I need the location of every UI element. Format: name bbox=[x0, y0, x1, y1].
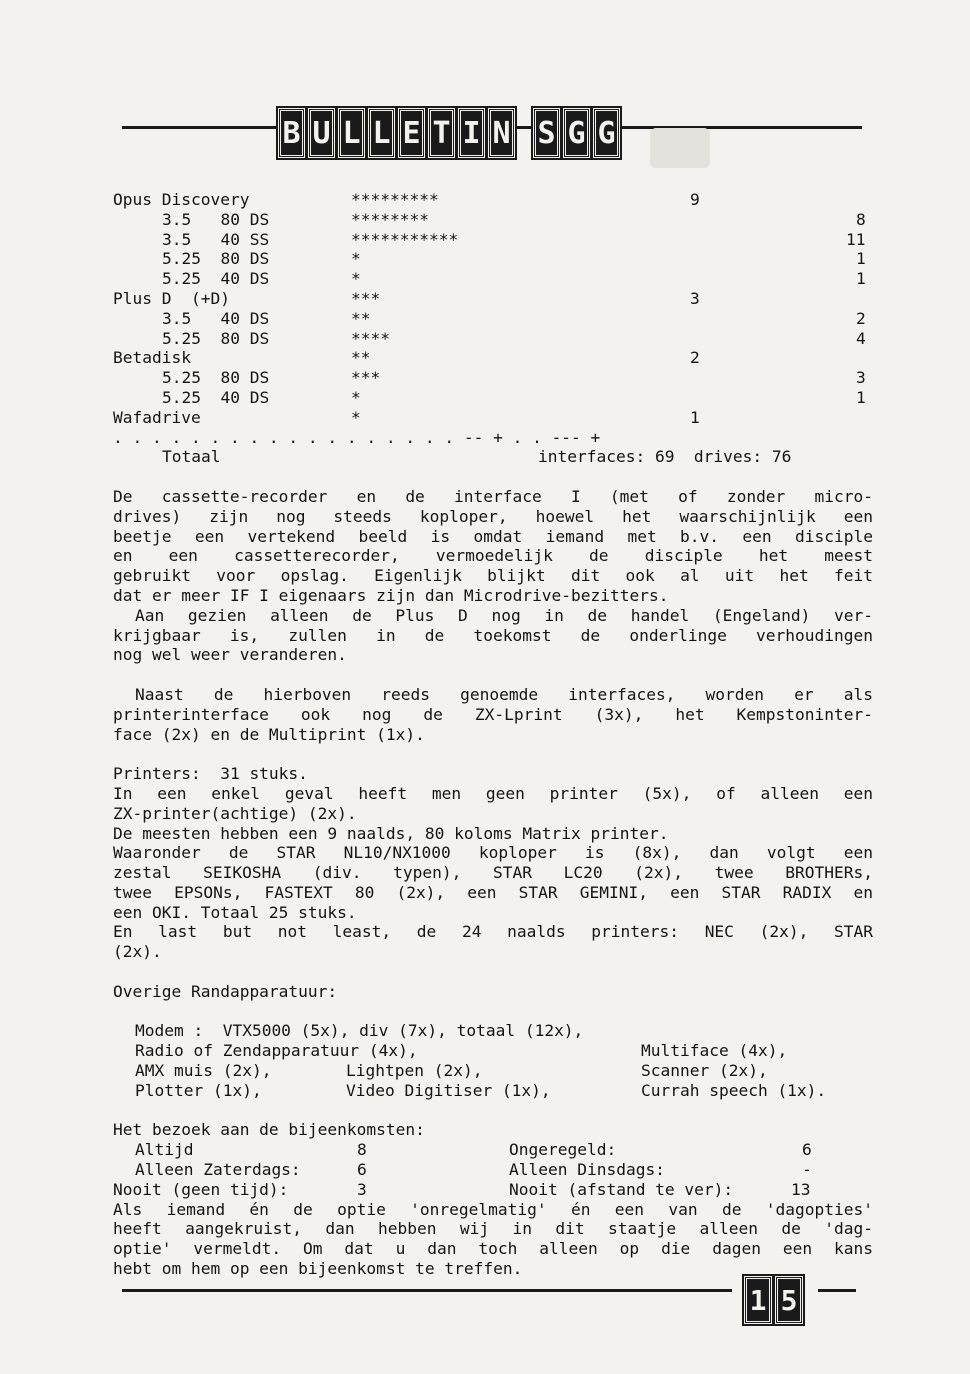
drive-label: 5.25 40 DS bbox=[162, 269, 270, 289]
attendance-row bbox=[113, 1140, 873, 1160]
bleed-through-mark bbox=[650, 128, 710, 168]
text-line: face (2x) en de Multiprint (1x). bbox=[113, 724, 425, 744]
logo-letter: U bbox=[308, 108, 335, 158]
drive-stars: * bbox=[351, 407, 361, 427]
total-value: interfaces: 69 drives: 76 bbox=[538, 447, 792, 467]
drive-count: 8 bbox=[856, 209, 866, 229]
page-content bbox=[113, 190, 873, 1279]
drive-stars: ********* bbox=[351, 190, 439, 209]
drive-count: 1 bbox=[856, 387, 866, 407]
text-line: ZX-printer(achtige) (2x). bbox=[113, 803, 357, 823]
peripherals-row bbox=[113, 1041, 873, 1061]
drive-table-row bbox=[113, 388, 873, 408]
drive-count: 3 bbox=[856, 368, 866, 388]
total-label: Totaal bbox=[162, 447, 221, 467]
attendance-table bbox=[113, 1140, 873, 1199]
drive-table-row bbox=[113, 230, 873, 250]
drive-stars: * bbox=[351, 387, 361, 407]
attendance-value: 13 bbox=[791, 1179, 811, 1199]
peripherals-heading: Overige Randapparatuur: bbox=[113, 981, 338, 1001]
interface-count: 3 bbox=[690, 288, 700, 308]
text-line: heeft aangekruist, dan hebben wij in dit staatje alleen de 'dag- bbox=[113, 1219, 873, 1239]
text-line: hebt om hem op een bijeenkomst te treffen. bbox=[113, 1259, 523, 1279]
peripherals-row bbox=[113, 1081, 873, 1101]
drive-stars: ** bbox=[351, 308, 371, 328]
text-line: In een enkel geval heeft men geen printer (5x), of alleen een bbox=[113, 783, 873, 803]
peripheral-item: Plotter (1x), bbox=[135, 1080, 262, 1100]
interface-count: 1 bbox=[690, 407, 700, 427]
attendance-value: 6 bbox=[357, 1160, 367, 1180]
text-line: twee EPSONs, FASTEXT 80 (2x), een STAR GEMINI, een STAR RADIX en bbox=[113, 882, 873, 902]
drive-stars: ******** bbox=[351, 209, 429, 229]
paragraph-plus-d bbox=[113, 606, 873, 665]
interface-count: 9 bbox=[690, 190, 700, 209]
attendance-value: 3 bbox=[357, 1179, 367, 1199]
drive-stars: *** bbox=[351, 288, 381, 308]
drive-label: 5.25 80 DS bbox=[162, 368, 270, 388]
table-total-row bbox=[113, 447, 873, 467]
drive-label: Wafadrive bbox=[113, 407, 201, 427]
text-line: (2x). bbox=[113, 942, 162, 962]
drive-label: 3.5 80 DS bbox=[162, 209, 270, 229]
paragraph-closing bbox=[113, 1200, 873, 1279]
drive-table-row bbox=[113, 368, 873, 388]
page-number bbox=[744, 1276, 803, 1324]
peripheral-item: Scanner (2x), bbox=[641, 1061, 768, 1081]
drive-count: 1 bbox=[856, 269, 866, 289]
logo-letter: B bbox=[278, 108, 305, 158]
drive-table-row bbox=[113, 408, 873, 428]
text-line: De meesten hebben een 9 naalds, 80 koloms Matrix printer. bbox=[113, 823, 669, 843]
peripherals-row bbox=[113, 1021, 873, 1041]
logo-letter: E bbox=[398, 108, 425, 158]
drive-table-row bbox=[113, 309, 873, 329]
attendance-label: Ongeregeld: bbox=[509, 1140, 617, 1160]
interface-count: 2 bbox=[690, 348, 700, 368]
attendance-value: - bbox=[802, 1160, 812, 1180]
text-line: dat er meer IF I eigenaars zijn dan Microdrive-bezitters. bbox=[113, 585, 669, 605]
text-line: optie' vermeldt. Om dat u dan toch alleen op die dagen een kans bbox=[113, 1239, 873, 1259]
drive-table-row bbox=[113, 269, 873, 289]
drive-label: Plus D (+D) bbox=[113, 288, 230, 308]
page-digit: 5 bbox=[775, 1276, 803, 1324]
logo-letter: L bbox=[368, 108, 395, 158]
text-line: Naast de hierboven reeds genoemde interfaces, worden er als bbox=[135, 684, 873, 704]
text-line: Waaronder de STAR NL10/NX1000 koploper is (8x), dan volgt een bbox=[113, 843, 873, 863]
text-line: een OKI. Totaal 25 stuks. bbox=[113, 902, 357, 922]
logo-letter: L bbox=[338, 108, 365, 158]
drive-label: 5.25 80 DS bbox=[162, 249, 270, 269]
drive-stars: *********** bbox=[351, 229, 459, 249]
peripheral-item: Radio of Zendapparatuur (4x), bbox=[135, 1041, 418, 1061]
drive-count: 11 bbox=[846, 229, 866, 249]
drive-label: Opus Discovery bbox=[113, 190, 250, 209]
peripherals-row bbox=[113, 1061, 873, 1081]
logo-letter: I bbox=[458, 108, 485, 158]
text-line: De cassette-recorder en de interface I (met of zonder micro- bbox=[113, 486, 873, 506]
peripheral-item: AMX muis (2x), bbox=[135, 1061, 272, 1081]
attendance-label: Altijd bbox=[135, 1140, 194, 1160]
paragraph-printer-interfaces bbox=[113, 685, 873, 744]
text-line: gebruikt voor opslag. Eigenlijk blijkt dit ook al uit het feit bbox=[113, 566, 873, 586]
drive-stars: * bbox=[351, 249, 361, 269]
printers-heading: Printers: 31 stuks. bbox=[113, 764, 308, 784]
drive-table-row bbox=[113, 249, 873, 269]
logo-letter: G bbox=[563, 108, 590, 158]
text-line: printerinterface ook nog de ZX-Lprint (3x), het Kempstoninter- bbox=[113, 704, 873, 724]
logo-letter: G bbox=[593, 108, 620, 158]
footer-rule bbox=[122, 1289, 732, 1292]
peripheral-item: Currah speech (1x). bbox=[641, 1080, 827, 1100]
drive-stars: **** bbox=[351, 328, 390, 348]
table-separator bbox=[113, 428, 873, 448]
attendance-heading: Het bezoek aan de bijeenkomsten: bbox=[113, 1120, 425, 1140]
drive-table bbox=[113, 190, 873, 428]
drive-stars: ** bbox=[351, 348, 371, 368]
text-line: Aan gezien alleen de Plus D nog in de handel (Engeland) ver- bbox=[135, 605, 873, 625]
drive-count: 4 bbox=[856, 328, 866, 348]
separator-text: . . . . . . . . . . . . . . . . . . -- + . . --- + bbox=[113, 427, 601, 447]
attendance-value: 8 bbox=[357, 1140, 367, 1160]
peripheral-item: Multiface (4x), bbox=[641, 1041, 788, 1061]
paragraph-cassette bbox=[113, 487, 873, 606]
drive-count: 1 bbox=[856, 249, 866, 269]
drive-table-row bbox=[113, 190, 873, 210]
text-line: beetje een vertekend beeld is omdat iemand met b.v. een disciple bbox=[113, 526, 873, 546]
text-line: nog wel weer veranderen. bbox=[113, 645, 347, 665]
drive-stars: *** bbox=[351, 368, 381, 388]
attendance-row bbox=[113, 1180, 873, 1200]
attendance-row bbox=[113, 1160, 873, 1180]
attendance-label: Alleen Dinsdags: bbox=[509, 1160, 665, 1180]
drive-label: 5.25 40 DS bbox=[162, 387, 270, 407]
drive-table-row bbox=[113, 289, 873, 309]
logo-letter: S bbox=[533, 108, 560, 158]
drive-label: Betadisk bbox=[113, 348, 191, 368]
peripheral-item: Modem : VTX5000 (5x), div (7x), totaal (12x), bbox=[135, 1021, 584, 1041]
page-digit: 1 bbox=[744, 1276, 772, 1324]
logo-letter: T bbox=[428, 108, 455, 158]
drive-label: 5.25 80 DS bbox=[162, 328, 270, 348]
text-line: en een cassetterecorder, vermoedelijk de disciple het meest bbox=[113, 546, 873, 566]
text-line: drives) zijn nog steeds koploper, hoewel het waarschijnlijk een bbox=[113, 506, 873, 526]
drive-label: 3.5 40 SS bbox=[162, 229, 270, 249]
paragraph-printers bbox=[113, 784, 873, 962]
attendance-label: Nooit (afstand te ver): bbox=[509, 1179, 734, 1199]
text-line: En last but not least, de 24 naalds printers: NEC (2x), STAR bbox=[113, 922, 873, 942]
drive-label: 3.5 40 DS bbox=[162, 308, 270, 328]
logo-letter: N bbox=[488, 108, 515, 158]
peripherals-list bbox=[113, 1021, 873, 1100]
attendance-value: 6 bbox=[802, 1140, 812, 1160]
bulletin-logo bbox=[278, 108, 620, 158]
drive-table-row bbox=[113, 210, 873, 230]
drive-count: 2 bbox=[856, 308, 866, 328]
text-line: krijgbaar is, zullen in de toekomst de onderlinge verhoudingen bbox=[113, 625, 873, 645]
peripheral-item: Lightpen (2x), bbox=[346, 1061, 483, 1081]
footer-rule-end bbox=[818, 1289, 856, 1292]
text-line: zestal SEIKOSHA (div. typen), STAR LC20 (2x), twee BROTHERs, bbox=[113, 863, 873, 883]
drive-table-row bbox=[113, 348, 873, 368]
peripheral-item: Video Digitiser (1x), bbox=[346, 1080, 551, 1100]
drive-stars: * bbox=[351, 269, 361, 289]
drive-table-row bbox=[113, 329, 873, 349]
text-line: Als iemand én de optie 'onregelmatig' én een van de 'dagopties' bbox=[113, 1199, 873, 1219]
attendance-label: Nooit (geen tijd): bbox=[113, 1179, 289, 1199]
attendance-label: Alleen Zaterdags: bbox=[135, 1160, 301, 1180]
